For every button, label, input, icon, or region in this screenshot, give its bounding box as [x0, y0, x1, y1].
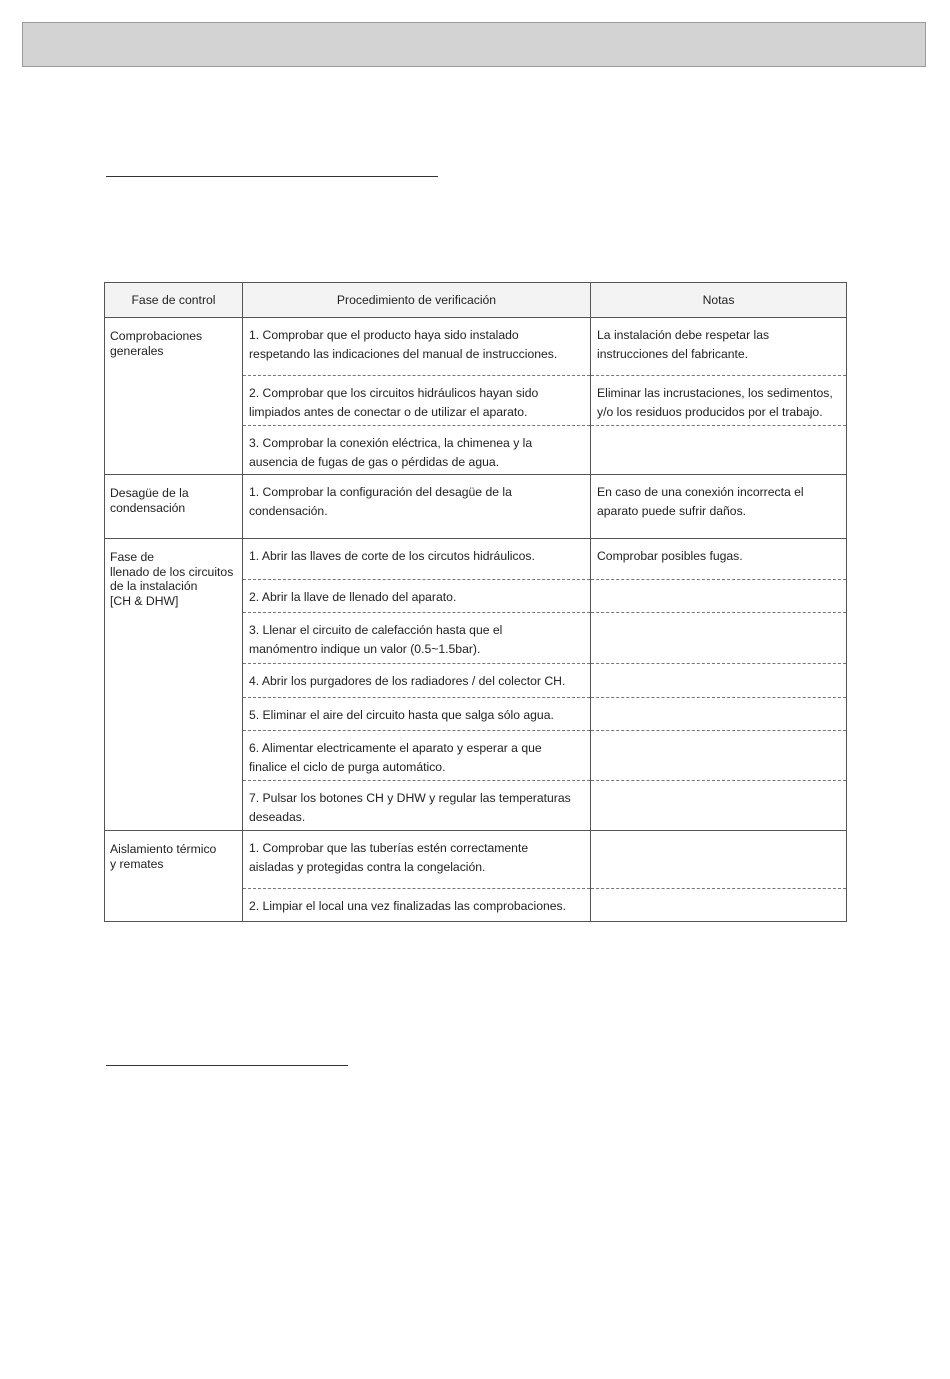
phase-cell-condensation: Desagüe de la condensación — [105, 475, 243, 539]
header-procedure: Procedimiento de verificación — [243, 283, 591, 318]
procedure-cell: 2. Abrir la llave de llenado del aparato. — [243, 580, 591, 613]
notes-cell — [591, 426, 847, 475]
notes-cell: Eliminar las incrustaciones, los sedimentos, y/o los residuos producidos por el trabajo. — [591, 376, 847, 426]
procedure-cell: 3. Llenar el circuito de calefacción hasta que el manómentro indique un valor (0.5~1.5bar). — [243, 613, 591, 664]
procedure-cell: 1. Comprobar que el producto haya sido instalado respetando las indicaciones del manual de instrucciones. — [243, 318, 591, 376]
notes-cell — [591, 831, 847, 889]
header-phase: Fase de control — [105, 283, 243, 318]
notes-cell — [591, 580, 847, 613]
table-row — [105, 539, 847, 580]
header-notes: Notas — [591, 283, 847, 318]
verification-table — [104, 282, 847, 922]
table-header-row — [105, 283, 847, 318]
notes-cell: La instalación debe respetar las instrucciones del fabricante. — [591, 318, 847, 376]
procedure-cell: 7. Pulsar los botones CH y DHW y regular las temperaturas deseadas. — [243, 781, 591, 831]
phase-cell-insulation: Aislamiento térmico y remates — [105, 831, 243, 922]
procedure-cell: 1. Comprobar que las tuberías estén correctamente aisladas y protegidas contra la congelación. — [243, 831, 591, 889]
notes-cell: En caso de una conexión incorrecta el aparato puede sufrir daños. — [591, 475, 847, 539]
phase-cell-filling: Fase de llenado de los circuitos de la instalación [CH & DHW] — [105, 539, 243, 831]
notes-cell — [591, 781, 847, 831]
procedure-cell: 2. Limpiar el local una vez finalizadas las comprobaciones. — [243, 889, 591, 922]
procedure-cell: 4. Abrir los purgadores de los radiadores / del colector CH. — [243, 664, 591, 698]
table-row — [105, 475, 847, 539]
procedure-cell: 1. Comprobar la configuración del desagüe de la condensación. — [243, 475, 591, 539]
notes-cell: Comprobar posibles fugas. — [591, 539, 847, 580]
notes-cell — [591, 613, 847, 664]
notes-cell — [591, 889, 847, 922]
notes-cell — [591, 698, 847, 731]
procedure-cell: 2. Comprobar que los circuitos hidráulicos hayan sido limpiados antes de conectar o de utilizar el aparato. — [243, 376, 591, 426]
phase-cell-general: Comprobaciones generales — [105, 318, 243, 475]
procedure-cell: 5. Eliminar el aire del circuito hasta que salga sólo agua. — [243, 698, 591, 731]
table-row — [105, 831, 847, 889]
procedure-cell: 3. Comprobar la conexión eléctrica, la chimenea y la ausencia de fugas de gas o pérdidas de agua. — [243, 426, 591, 475]
notes-cell — [591, 664, 847, 698]
table-row — [105, 318, 847, 376]
notes-cell — [591, 731, 847, 781]
section-heading-underline — [106, 176, 438, 177]
page-header-bar — [22, 22, 926, 67]
procedure-cell: 6. Alimentar electricamente el aparato y esperar a que finalice el ciclo de purga automático. — [243, 731, 591, 781]
procedure-cell: 1. Abrir las llaves de corte de los circutos hidráulicos. — [243, 539, 591, 580]
section-heading-underline-2 — [106, 1065, 348, 1066]
